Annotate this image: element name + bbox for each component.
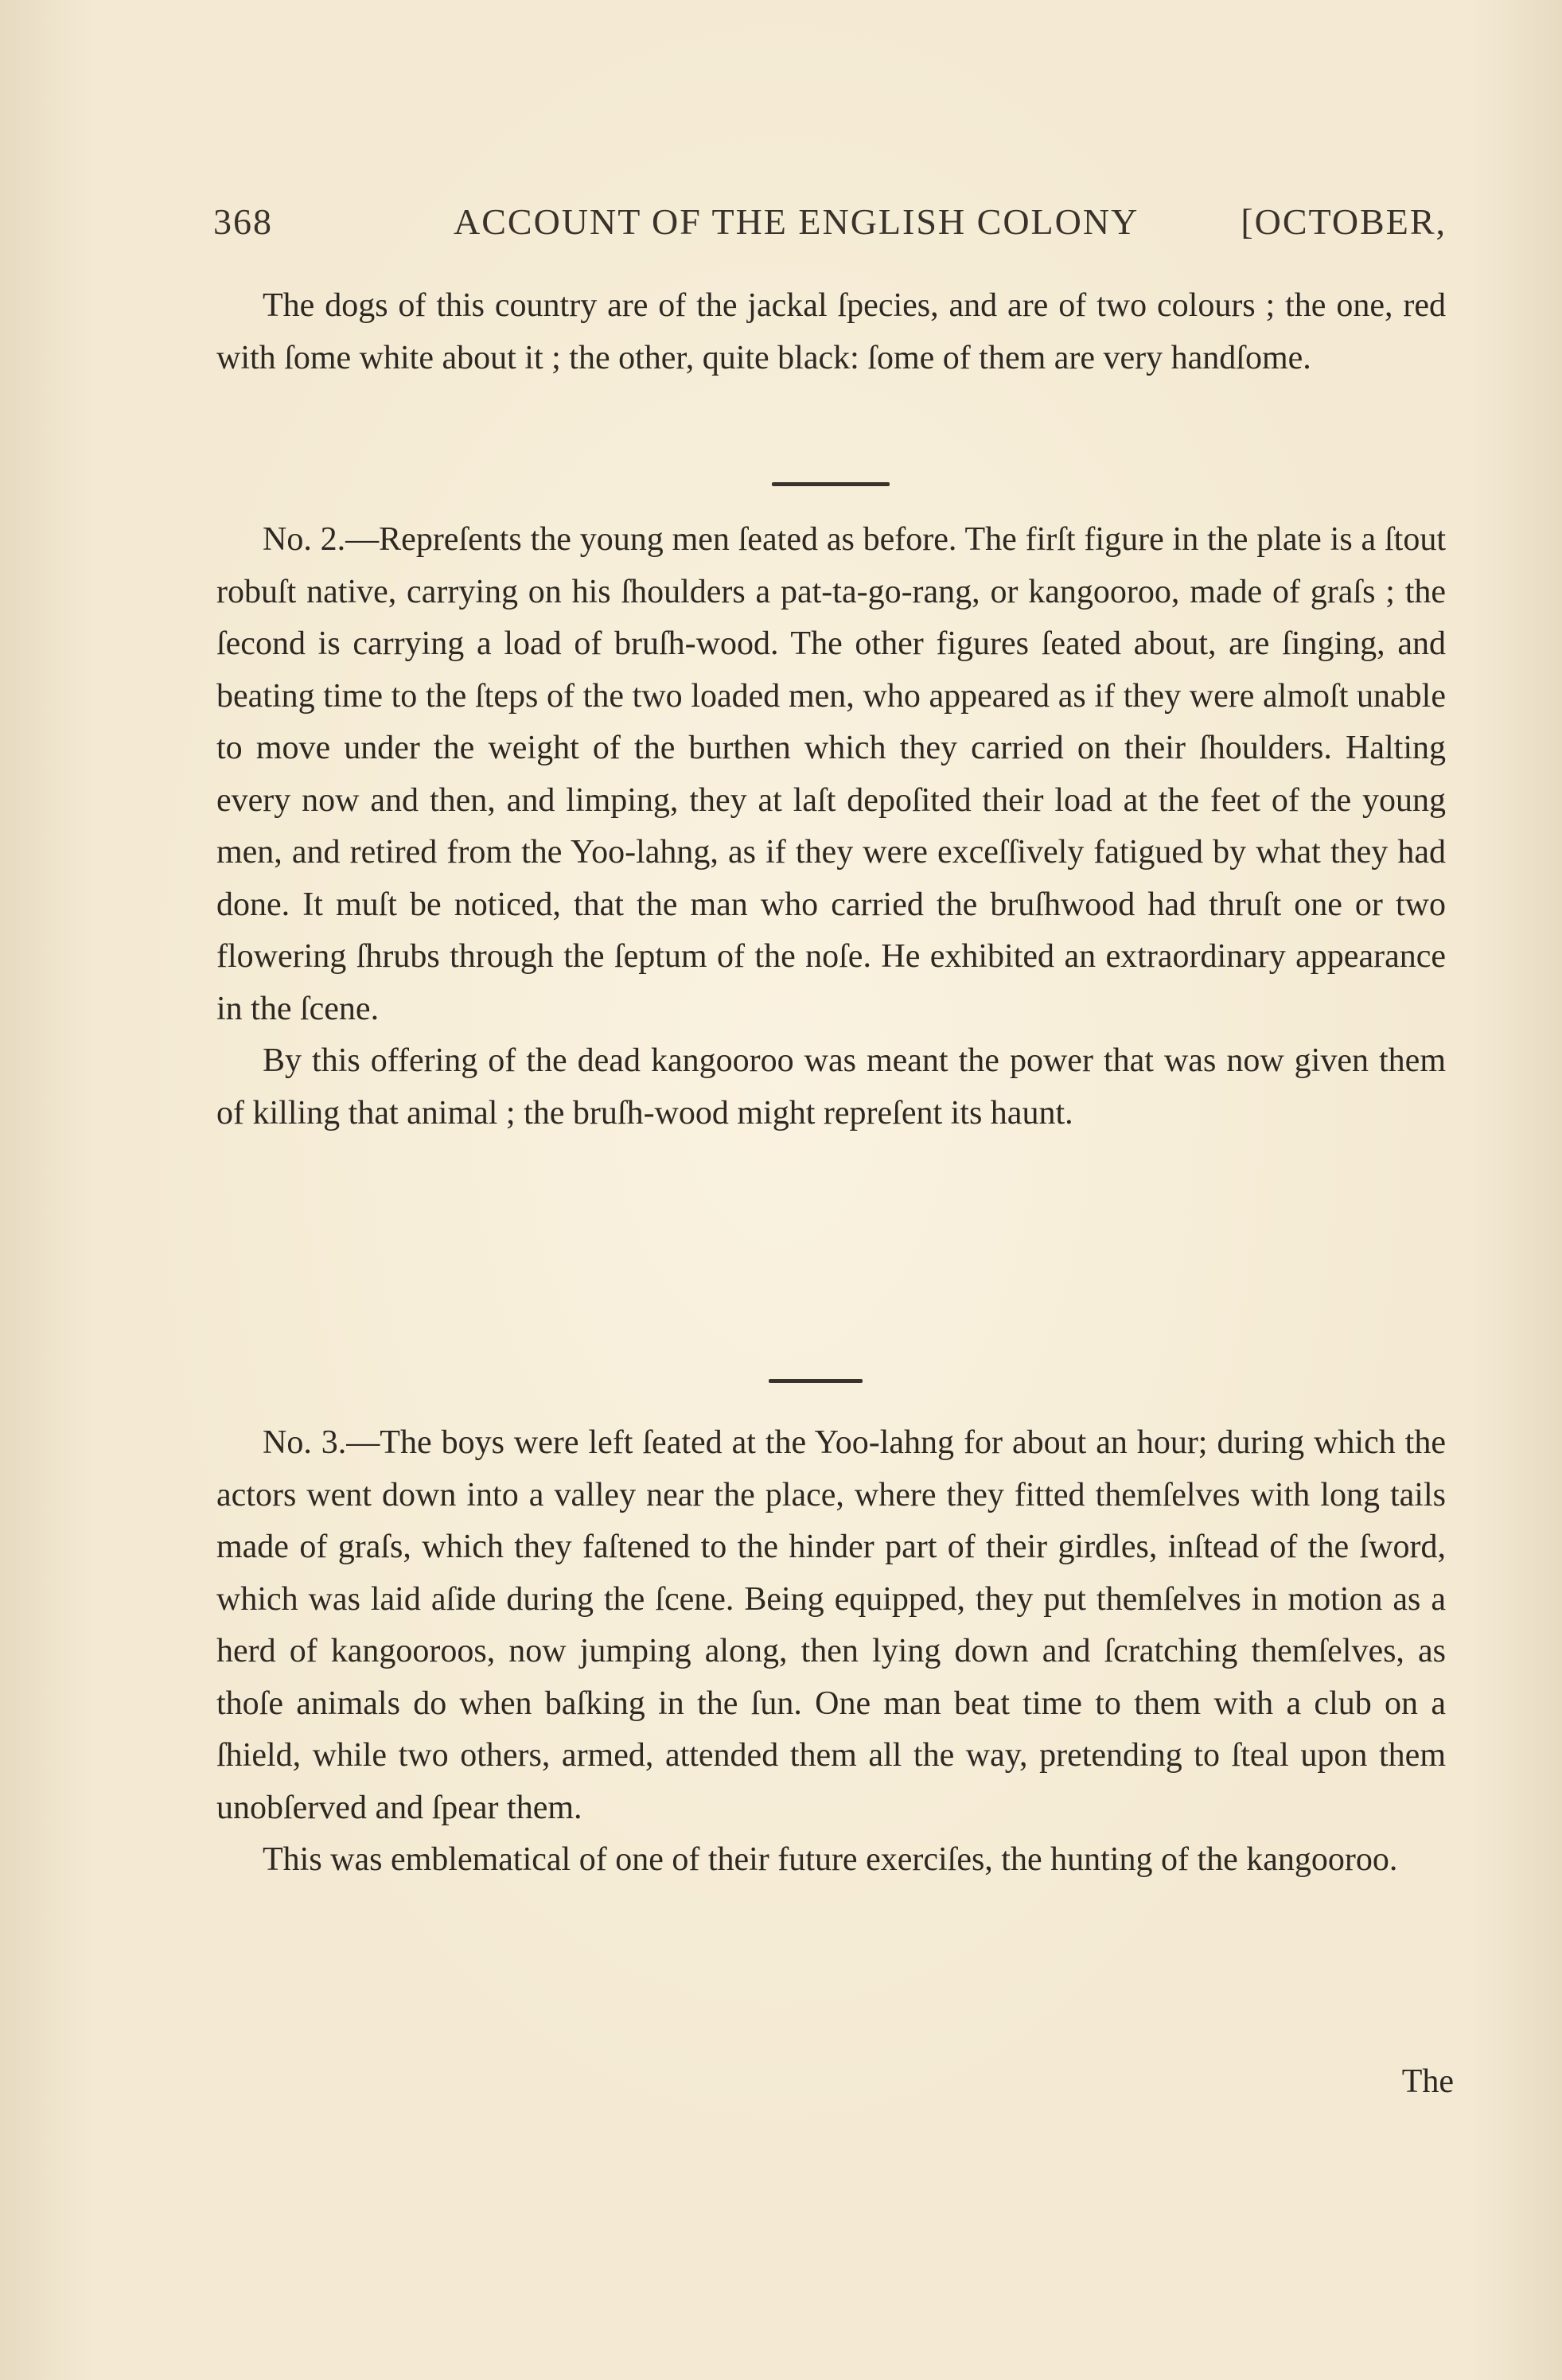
paragraph-no2-block xyxy=(216,514,1446,1139)
section-divider xyxy=(772,482,890,486)
paragraph-no3-block xyxy=(216,1417,1446,1887)
paragraph-dogs: The dogs of this country are of the jackal ſpecies, and are of two colours ; the one, red with ſome white about it ; the other, quite black: ſome of them are very handſome. xyxy=(216,287,1446,376)
catchword: The xyxy=(1401,2063,1454,2100)
page-number: 368 xyxy=(213,201,273,242)
paragraph-emblematical: This was emblematical of one of their future exerciſes, the hunting of the kangooroo. xyxy=(263,1841,1398,1878)
paragraph-no3: No. 3.—The boys were left ſeated at the Yoo-lahng for about an hour; during which the actors went down into a valley near the place, where they fitted themſelves with long tails made of graſs, which they faſtened to the hinder part of their girdles, inſtead of the ſword, which was laid aſide during the ſcene. Being equipped, they put themſelves in motion as a herd of kangooroos, now jumping along, then lying down and ſcratching themſelves, as thoſe animals do when baſking in the ſun. One man beat time to them with a club on a ſhield, while two others, armed, attended them all the way, pretending to ſteal upon them unobſerved and ſpear them. xyxy=(216,1424,1446,1826)
section-divider xyxy=(769,1379,863,1383)
paragraph-no2: No. 2.—Repreſents the young men ſeated as before. The firſt figure in the plate is a ſtout robuſt native, carrying on his ſhoulders a pat-ta-go-rang, or kangooroo, made of graſs ; the ſecond is carrying a load of bruſh-wood. The other figures ſeated about, are ſinging, and beating time to the ſteps of the two loaded men, who appeared as if they were almoſt unable to move under the weight of the burthen which they carried on their ſhoulders. Halting every now and then, and limping, they at laſt depoſited their load at the feet of the young men, and retired from the Yoo-lahng, as if they were exceſſively fatigued by what they had done. It muſt be noticed, that the man who carried the bruſhwood had thruſt one or two flowering ſhrubs through the ſeptum of the noſe. He exhibited an extraordinary appearance in the ſcene. xyxy=(216,521,1446,1027)
running-date: [OCTOBER, xyxy=(1241,201,1447,242)
paragraph-dogs-block xyxy=(216,280,1446,384)
running-header xyxy=(213,201,1447,248)
paragraph-offering: By this offering of the dead kangooroo was meant the power that was now given them of killing that animal ; the bruſh-wood might repreſent its haunt. xyxy=(216,1042,1446,1132)
running-title: ACCOUNT OF THE ENGLISH COLONY xyxy=(454,201,1139,242)
